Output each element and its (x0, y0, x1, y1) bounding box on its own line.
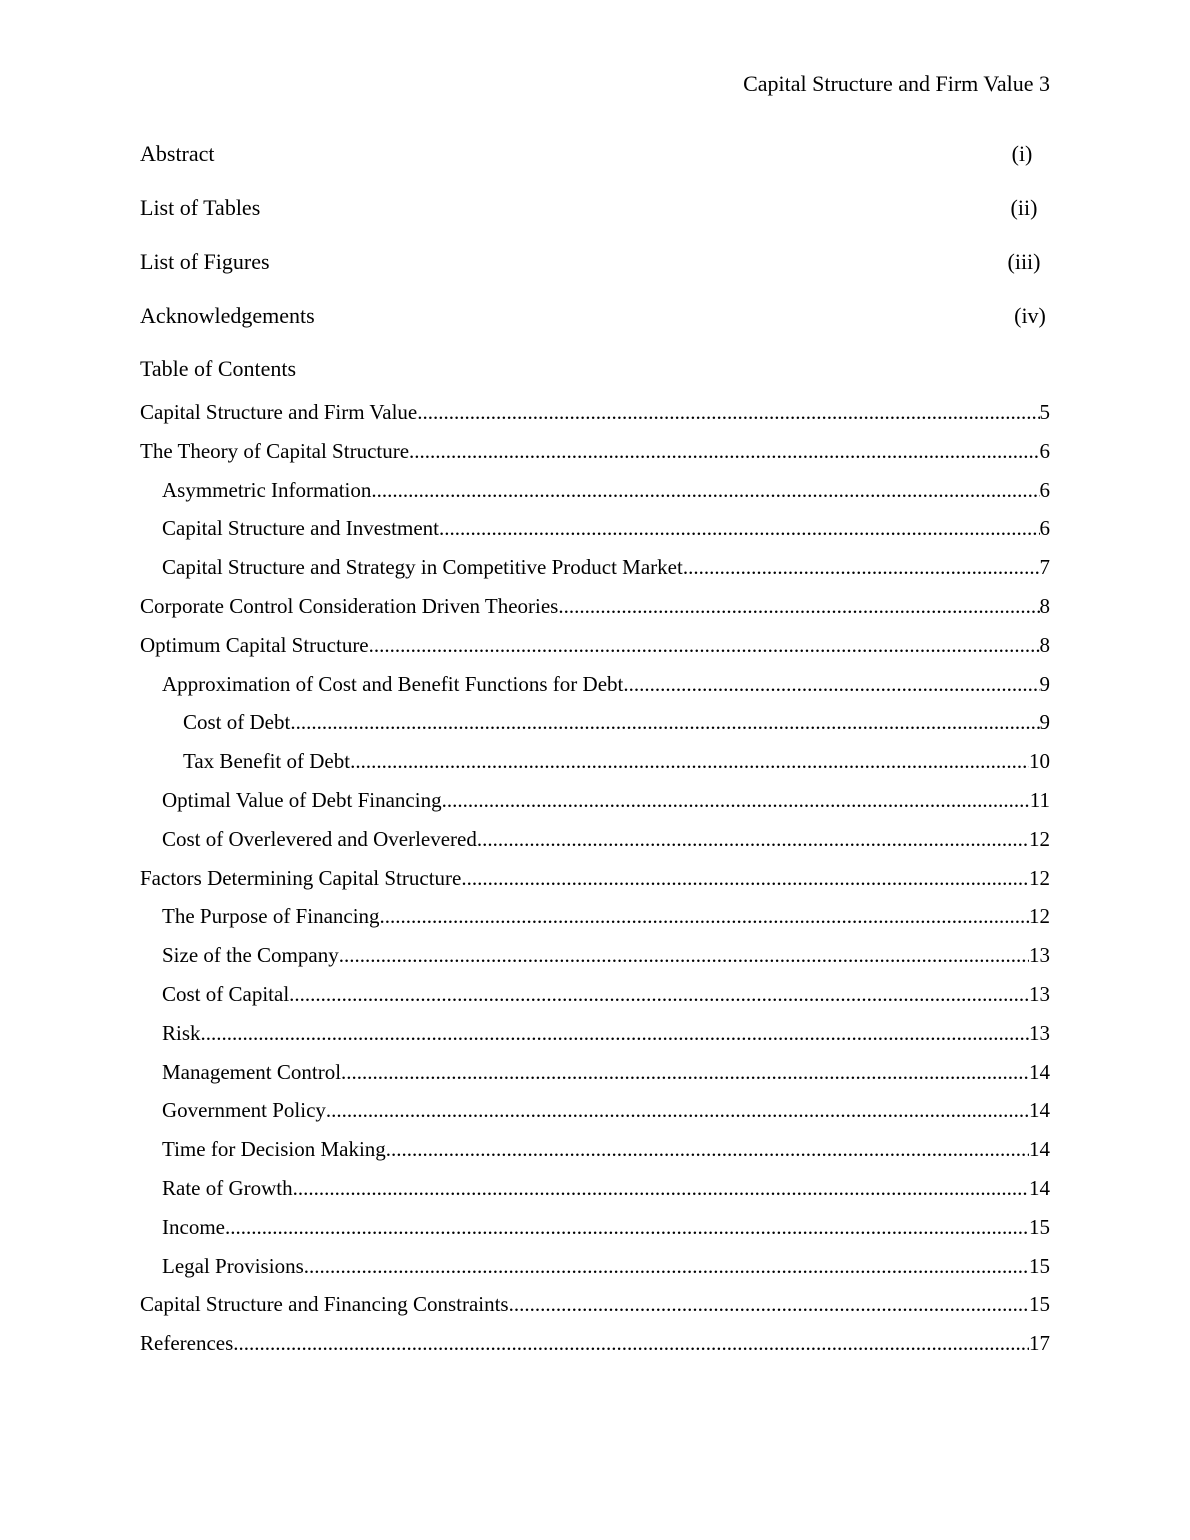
front-matter-label: List of Tables (140, 195, 261, 220)
front-matter-label: Abstract (140, 141, 215, 166)
toc-entry-page: 14 (1029, 1137, 1050, 1162)
toc-entry[interactable] (140, 592, 1050, 631)
toc-entry[interactable] (140, 864, 1050, 903)
toc-entry[interactable] (140, 1019, 1050, 1058)
toc-dot-leader (442, 786, 1030, 814)
toc-dot-leader (623, 670, 1039, 698)
toc-entry-page: 12 (1029, 826, 1050, 851)
toc-entry-title: Cost of Capital (162, 981, 290, 1006)
toc-entry-page: 8 (1039, 593, 1050, 618)
toc-entry-title: Government Policy (162, 1098, 326, 1123)
toc-entry-page: 15 (1029, 1253, 1050, 1278)
toc-entry-page: 15 (1029, 1292, 1050, 1317)
toc-dot-leader (461, 864, 1029, 892)
toc-dot-leader (293, 1174, 1029, 1202)
toc-entry-page: 14 (1029, 1175, 1050, 1200)
toc-entry-page: 10 (1029, 749, 1050, 774)
toc-dot-leader (350, 747, 1029, 775)
front-matter-list (140, 140, 1050, 356)
toc-entry-page: 6 (1039, 438, 1050, 463)
toc-dot-leader (369, 631, 1040, 659)
toc-dot-leader (225, 1213, 1029, 1241)
toc-dot-leader (290, 708, 1039, 736)
toc-entry[interactable] (140, 708, 1050, 747)
toc-entry[interactable] (140, 1329, 1050, 1368)
front-matter-item-acknowledgements (140, 302, 1050, 356)
toc-entry-page: 13 (1029, 981, 1050, 1006)
toc-entry[interactable] (140, 980, 1050, 1019)
front-matter-page: (iii) (1007, 249, 1041, 274)
toc-dot-leader (339, 941, 1029, 969)
toc-entry-title: Management Control (162, 1059, 342, 1084)
toc-dot-leader (341, 1058, 1029, 1086)
toc-entry-title: Asymmetric Information (162, 477, 372, 502)
toc-entry-title: Size of the Company (162, 943, 339, 968)
toc-dot-leader (233, 1329, 1029, 1357)
toc-entry[interactable] (140, 941, 1050, 980)
toc-entry-page: 5 (1039, 400, 1050, 424)
toc-entry[interactable] (140, 1058, 1050, 1097)
toc-entry[interactable] (140, 902, 1050, 941)
toc-entry[interactable] (140, 1252, 1050, 1291)
toc-dot-leader (509, 1290, 1029, 1318)
toc-entry-title: Corporate Control Consideration Driven Theories (140, 593, 559, 618)
toc-entry[interactable] (140, 1213, 1050, 1252)
toc-entry-title: Risk (162, 1020, 201, 1045)
front-matter-page: (i) (1011, 141, 1033, 166)
toc-entry-page: 14 (1029, 1098, 1050, 1123)
toc-entry-title: Approximation of Cost and Benefit Functions for Debt (162, 671, 624, 696)
toc-entry[interactable] (140, 825, 1050, 864)
toc-dot-leader (201, 1019, 1029, 1047)
toc-entry-title: The Theory of Capital Structure (140, 438, 410, 463)
toc-dot-leader (683, 553, 1040, 581)
toc-entry[interactable] (140, 631, 1050, 670)
toc-dot-leader (371, 476, 1039, 504)
toc-entry[interactable] (140, 1096, 1050, 1135)
toc-entry-title: The Purpose of Financing (162, 904, 380, 929)
toc-entry-title: Optimal Value of Debt Financing (162, 787, 442, 812)
front-matter-label: Acknowledgements (140, 303, 315, 328)
toc-dot-leader (477, 825, 1029, 853)
toc-entry-title: References (140, 1331, 234, 1356)
toc-entry-title: Factors Determining Capital Structure (140, 865, 462, 890)
toc-entry[interactable] (140, 786, 1050, 825)
toc-entry-page: 6 (1039, 477, 1050, 502)
toc-entry-page: 12 (1029, 904, 1050, 929)
toc-entry-title: Tax Benefit of Debt (183, 749, 351, 774)
toc-entry-page: 17 (1029, 1331, 1050, 1356)
front-matter-item-abstract (140, 140, 1050, 194)
toc-entry[interactable] (140, 1135, 1050, 1174)
toc-dot-leader (409, 437, 1039, 465)
toc-entry-title: Capital Structure and Investment (162, 516, 440, 541)
toc-entry-page: 9 (1039, 671, 1050, 696)
front-matter-label: List of Figures (140, 249, 270, 274)
toc-entry-title: Time for Decision Making (162, 1137, 386, 1162)
toc-dot-leader (417, 398, 1039, 426)
toc-entry-page: 9 (1039, 710, 1050, 735)
running-header: Capital Structure and Firm Value 3 (743, 71, 1050, 96)
toc-dot-leader (304, 1252, 1029, 1280)
front-matter-item-list-of-tables (140, 194, 1050, 248)
toc-entry[interactable] (140, 514, 1050, 553)
toc-entry-title: Income (162, 1214, 225, 1239)
toc-dot-leader (386, 1135, 1029, 1163)
toc-entry-title: Capital Structure and Financing Constraints (140, 1292, 509, 1317)
toc-entry-title: Cost of Overlevered and Overlevered (162, 826, 477, 851)
toc-entry[interactable] (140, 553, 1050, 592)
toc-dot-leader (439, 514, 1039, 542)
toc-entry[interactable] (140, 747, 1050, 786)
toc-entry-title: Legal Provisions (162, 1253, 304, 1278)
toc-entry-page: 8 (1039, 632, 1050, 657)
toc-entry-page: 14 (1029, 1059, 1050, 1084)
toc-entry-page: 7 (1039, 555, 1050, 580)
toc-entry-page: 11 (1029, 787, 1050, 812)
toc-dot-leader (326, 1096, 1029, 1124)
toc-entry-title: Optimum Capital Structure (140, 632, 369, 657)
toc-entry[interactable] (140, 437, 1050, 476)
front-matter-page: (ii) (1010, 195, 1038, 220)
toc-dot-leader (289, 980, 1029, 1008)
toc-entry[interactable] (140, 670, 1050, 709)
toc-entry-title: Rate of Growth (162, 1175, 293, 1200)
toc-entry[interactable] (140, 1174, 1050, 1213)
toc-entry-title: Capital Structure and Strategy in Competitive Product Market (162, 555, 683, 580)
toc-dot-leader (558, 592, 1039, 620)
toc-entry[interactable] (140, 1290, 1050, 1329)
toc-entry-page: 12 (1029, 865, 1050, 890)
toc-entry-page: 13 (1029, 1020, 1050, 1045)
toc-entry-page: 15 (1029, 1214, 1050, 1239)
toc-entry-page: 6 (1039, 516, 1050, 541)
toc-entry-page: 13 (1029, 943, 1050, 968)
front-matter-page: (iv) (1014, 303, 1046, 328)
toc-heading: Table of Contents (140, 356, 297, 381)
toc-dot-leader (380, 902, 1029, 930)
toc-entry[interactable] (140, 398, 1050, 437)
toc-entry-title: Cost of Debt (183, 710, 291, 735)
table-of-contents (140, 398, 1050, 1368)
toc-entry[interactable] (140, 476, 1050, 515)
front-matter-item-list-of-figures (140, 248, 1050, 302)
toc-entry-title: Capital Structure and Firm Value (140, 400, 418, 424)
